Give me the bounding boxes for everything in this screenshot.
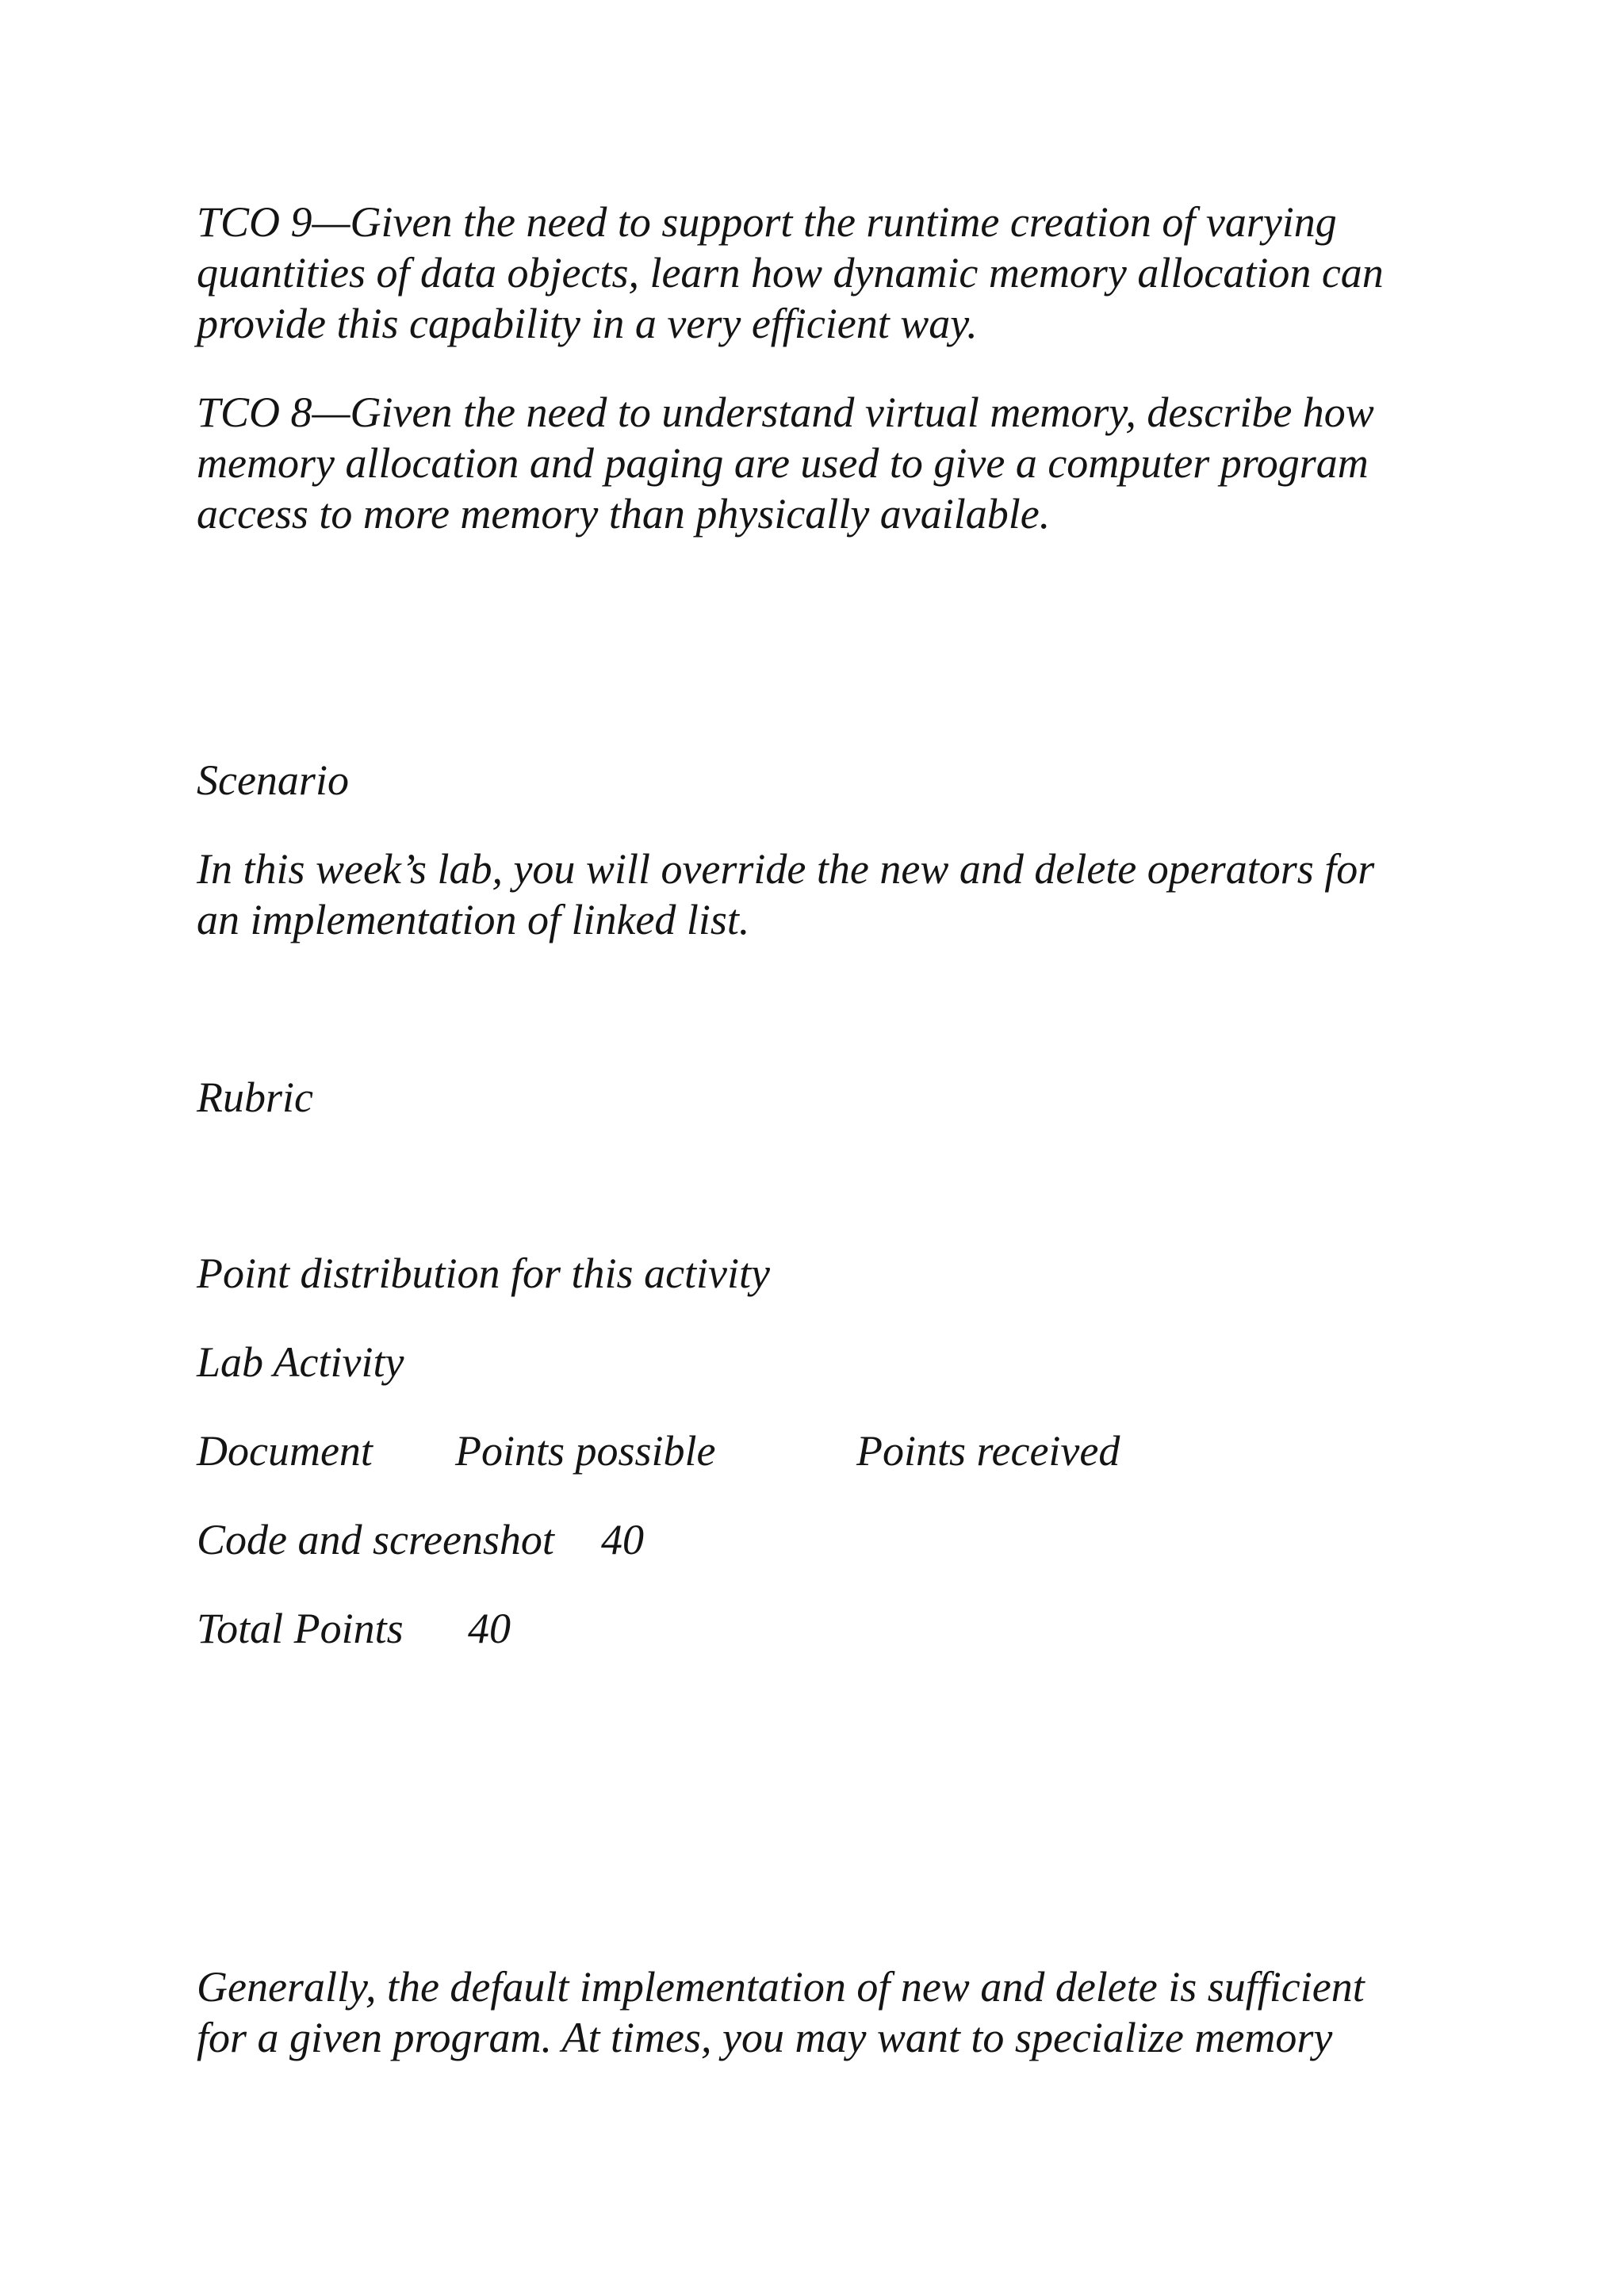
closing-line: for a given program. At times, you may want to specialize memory <box>197 2014 1333 2061</box>
point-distribution-label: Point distribution for this activity <box>197 1249 770 1297</box>
tco9-line: quantities of data objects, learn how dynamic memory allocation can <box>197 249 1384 297</box>
scenario-heading: Scenario <box>197 756 349 804</box>
rubric-table-header <box>197 1425 1434 1476</box>
tco8-line: access to more memory than physically available. <box>197 490 1051 538</box>
tco9-paragraph <box>197 197 1434 349</box>
column-header-points-received: Points received <box>856 1427 1120 1475</box>
scenario-paragraph <box>197 844 1434 945</box>
row-points-code-and-screenshot: 40 <box>601 1516 644 1563</box>
scenario-line: In this week’s lab, you will override the new and delete operators for <box>197 845 1375 893</box>
column-header-document: Document <box>197 1427 373 1475</box>
row-label-total-points: Total Points <box>197 1605 404 1652</box>
tco8-line: TCO 8—Given the need to understand virtual memory, describe how <box>197 388 1374 436</box>
tco8-line: memory allocation and paging are used to give a computer program <box>197 439 1369 487</box>
row-points-total: 40 <box>468 1605 511 1652</box>
tco8-paragraph <box>197 387 1434 539</box>
column-header-points-possible: Points possible <box>455 1427 716 1475</box>
rubric-heading: Rubric <box>197 1073 313 1121</box>
row-label-code-and-screenshot: Code and screenshot <box>197 1516 554 1563</box>
table-row <box>197 1603 1434 1654</box>
closing-paragraph <box>197 1961 1434 2063</box>
lab-activity-label: Lab Activity <box>197 1338 404 1386</box>
tco9-line: TCO 9—Given the need to support the runtime creation of varying <box>197 198 1337 246</box>
table-row <box>197 1514 1434 1565</box>
tco9-line: provide this capability in a very efficient way. <box>197 300 978 347</box>
closing-line: Generally, the default implementation of new and delete is sufficient <box>197 1963 1365 2011</box>
scenario-line: an implementation of linked list. <box>197 896 750 943</box>
